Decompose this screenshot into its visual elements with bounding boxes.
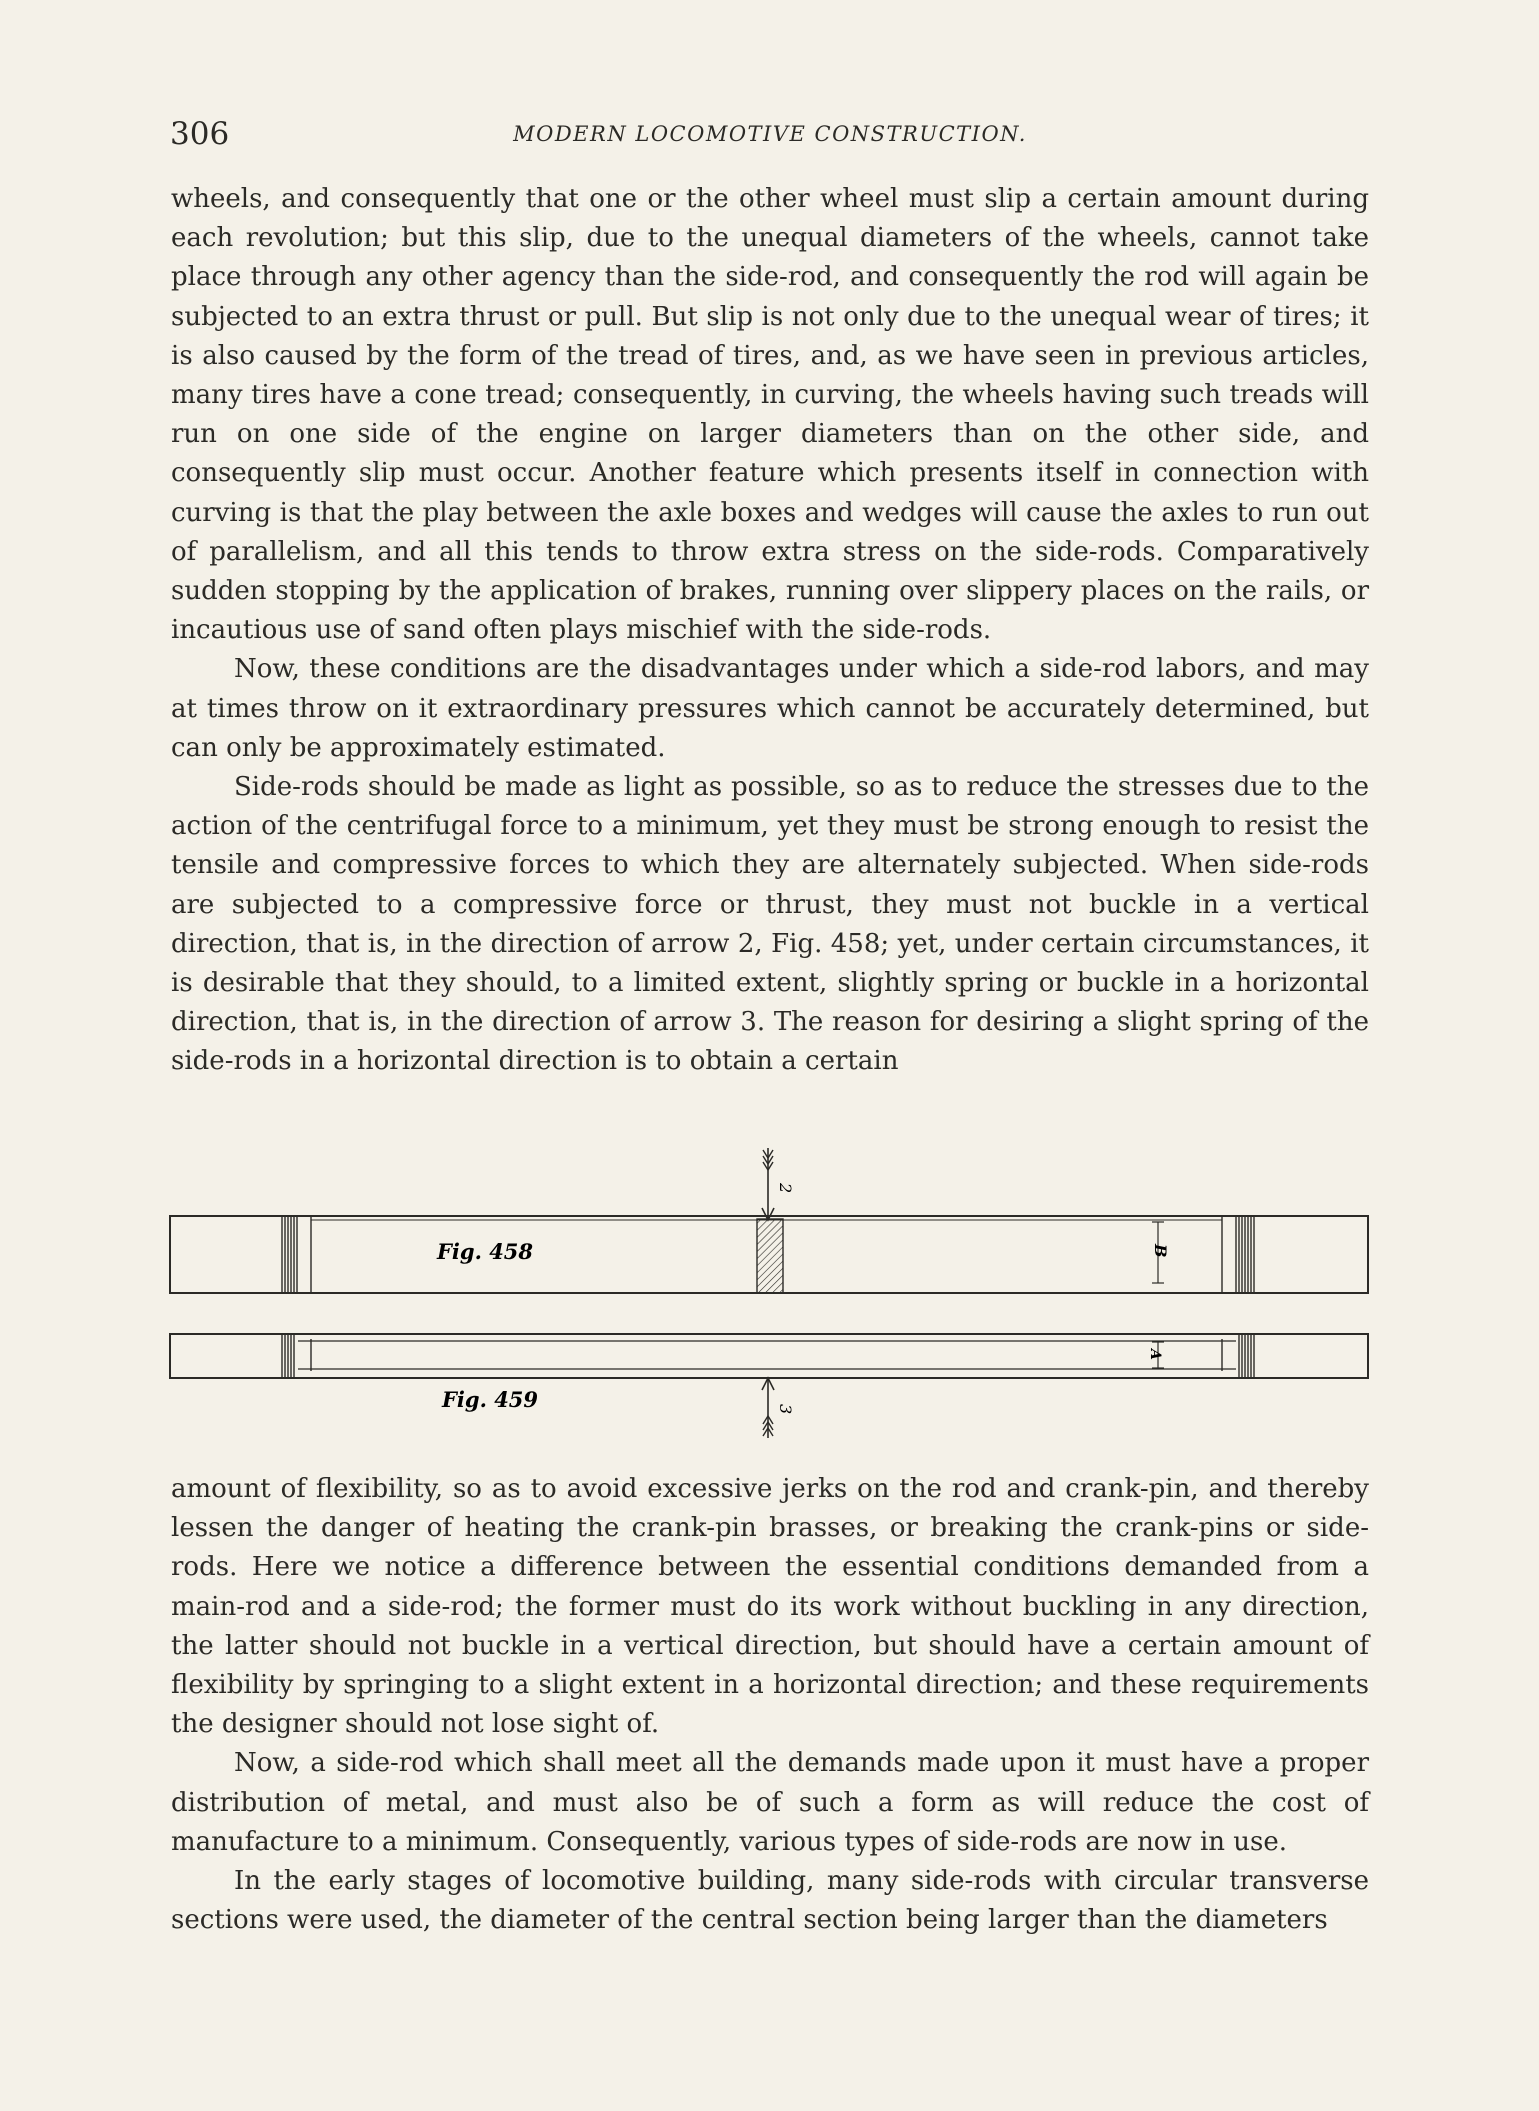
running-title: MODERN LOCOMOTIVE CONSTRUCTION. bbox=[513, 122, 1027, 146]
paragraph: Side-rods should be made as light as possible, so as to reduce the stresses due to the action of the centrifugal force to a minimum, yet they must be strong enough to resist the tensile and compressive forces to which they are alternately subjected. When side-rods are subjected to a compressive force or thrust, they must not buckle in a vertical direction, that is, in the direction of arrow 2, Fig. 458; yet, under certain circumstances, it is desirable that they should, to a limited extent, slightly spring or buckle in a horizontal direction, that is, in the direction of arrow 3. The reason for desiring a slight spring of the side-rods in a horizontal direction is to obtain a certain bbox=[171, 772, 1369, 1077]
page-number: 306 bbox=[170, 116, 230, 152]
arrow-2 bbox=[762, 1148, 795, 1220]
paragraph: wheels, and consequently that one or the other wheel must slip a certain amount during each revolution; but this slip, due to the unequal diameters of the wheels, cannot take place through any other agency than the side-rod, and consequently the rod will again be subjected to an extra thrust or pull. But slip is not only due to the unequal wear of tires; it is also caused by the form of the tread of tires, and, as we have seen in previous articles, many tires have a cone tread; consequently, in curving, the wheels having such treads will run on one side of the engine on larger diameters than on the other side, and consequently slip must occur. Another feature which presents itself in connection with curving is that the play between the axle boxes and wedges will cause the axles to run out of parallelism, and all this tends to throw extra stress on the side-rods. Comparatively sudden stopping by the application of brakes, running over slippery places on the rails, or incautious use of sand often plays mischief with the side-rods. bbox=[171, 184, 1369, 646]
text-block-after-figure bbox=[171, 1470, 1369, 1940]
paragraph: amount of flexibility, so as to avoid excessive jerks on the rod and crank-pin, and thereby lessen the danger of heating the crank-pin brasses, or breaking the crank-pins or side-rods. Here we notice a difference between the essential conditions demanded from a main-rod and a side-rod; the former must do its work without buckling in any direction, the latter should not buckle in a vertical direction, but should have a certain amount of flexibility by springing to a slight extent in a horizontal direction; and these requirements the designer should not lose sight of. bbox=[171, 1474, 1369, 1740]
fig-459-side-rod bbox=[170, 1334, 1368, 1415]
paragraph: Now, these conditions are the disadvantages under which a side-rod labors, and may at times throw on it extraordinary pressures which cannot be accurately determined, but can only be approximately estimated. bbox=[171, 654, 1369, 763]
paragraph: Now, a side-rod which shall meet all the demands made upon it must have a proper distribution of metal, and must also be of such a form as will reduce the cost of manufacture to a minimum. Consequently, various types of side-rods are now in use. bbox=[171, 1748, 1369, 1857]
cross-section-hatch bbox=[757, 1219, 783, 1293]
fig-458-side-rod bbox=[170, 1216, 1368, 1293]
arrow-2-label: 2 bbox=[776, 1183, 795, 1194]
paragraph: In the early stages of locomotive building, many side-rods with circular transverse sections were used, the diameter of the central section being larger than the diameters bbox=[171, 1866, 1369, 1936]
dimension-a-label: A bbox=[1147, 1349, 1163, 1360]
fig-458-caption: Fig. 458 bbox=[437, 1239, 534, 1264]
dimension-b-label: B bbox=[1151, 1244, 1170, 1258]
arrow-3 bbox=[762, 1378, 795, 1438]
fig-459-caption: Fig. 459 bbox=[442, 1387, 539, 1412]
arrow-3-label: 3 bbox=[776, 1404, 795, 1415]
